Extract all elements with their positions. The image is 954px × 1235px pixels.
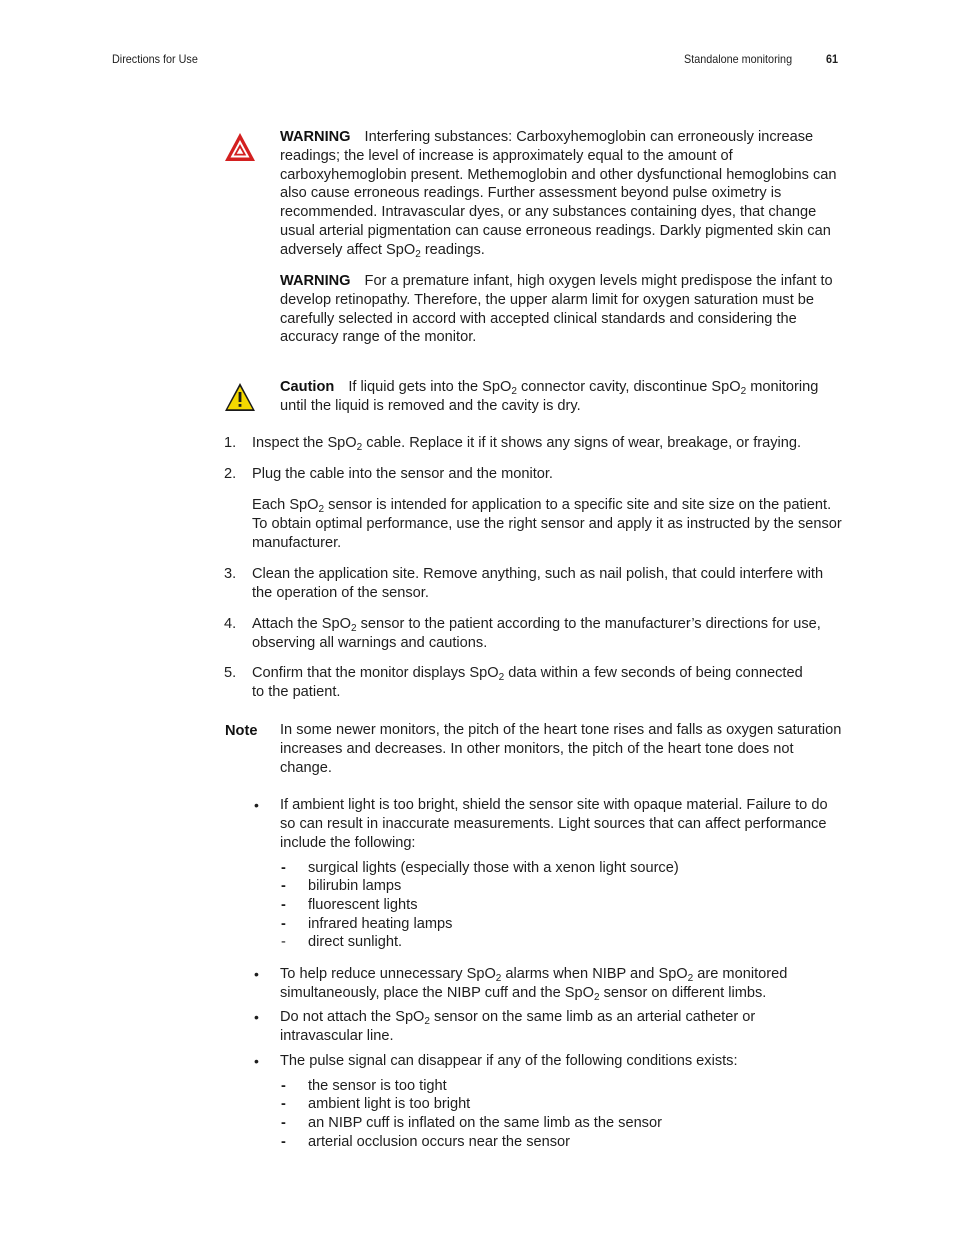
page-number: 61 <box>826 52 839 66</box>
sub-item: ambient light is too bright <box>308 1096 471 1112</box>
step-1-text <box>252 434 842 453</box>
subscript-2: 2 <box>740 386 747 397</box>
step-number: 5. <box>224 665 237 681</box>
bullet-pulse-signal: The pulse signal can disappear if any of the following conditions exists: <box>280 1053 738 1069</box>
warning-text: Interfering substances: Carboxyhemoglobin can erroneously increase readings; the level of increase is approximately equal to the amount of carboxyhemoglobin present. Methemoglobin and other dysfunctional hemoglobins can also cause erroneous readings. Further assessment beyond pulse oximetry is recommended. Intravascular dyes, or any substances containing dyes, that change usual arterial pigmentation can cause erroneous readings. Darkly pigmented skin can adversely affect SpO <box>280 129 837 258</box>
sub-item: direct sunlight. <box>308 934 403 950</box>
step-2-detail <box>252 496 842 552</box>
bullet-text: alarms when NIBP and SpO <box>501 966 688 982</box>
running-header-left: Directions for Use <box>112 52 198 66</box>
step-text-end: data within a few seconds of being connected to the patient. <box>252 665 803 700</box>
subscript-2: 2 <box>511 386 517 397</box>
warning-label: WARNING <box>280 273 351 289</box>
sub-item: infrared heating lamps <box>308 916 453 932</box>
subscript-2: 2 <box>495 973 502 984</box>
subscript-2: 2 <box>498 672 505 683</box>
dash-glyph: - <box>281 934 286 950</box>
bullet-glyph: • <box>254 1053 259 1069</box>
dash-glyph: - <box>281 860 286 876</box>
step-number: 1. <box>224 435 237 451</box>
step-text-end: sensor to the patient according to the manufacturer’s directions for use, observing all warnings and cautions. <box>252 616 821 651</box>
sub-item: an NIBP cuff is inflated on the same limb as the sensor <box>308 1115 662 1131</box>
subscript-2: 2 <box>593 991 600 1003</box>
detail-text-end: sensor is intended for application to a specific site and site size on the patient. To obtain optimal performance, use the right sensor and apply it as instructed by the sensor manufacturer. <box>252 497 842 551</box>
bullet-text: sensor on the same limb as an arterial catheter or intravascular line. <box>280 1009 756 1044</box>
subscript-2: 2 <box>687 973 694 984</box>
step-5-text <box>252 664 812 702</box>
dash-glyph: - <box>281 1115 286 1131</box>
bullet-reduce-alarms <box>280 965 840 1003</box>
bullet-arterial-catheter <box>280 1008 820 1046</box>
warning-block-interfering-substances <box>280 128 840 260</box>
dash-glyph: - <box>281 1078 286 1094</box>
caution-text: If liquid gets into the SpO <box>348 379 512 395</box>
bullet-glyph: • <box>254 966 259 982</box>
bullet-ambient-light: If ambient light is too bright, shield the sensor site with opaque material. Failure to do so can result in inaccurate measurements. Light sources that can affect performance include the following: <box>280 797 828 851</box>
step-4-text <box>252 615 842 653</box>
dash-glyph: - <box>281 897 286 913</box>
step-2-text: Plug the cable into the sensor and the monitor. <box>252 466 553 482</box>
caution-label: Caution <box>280 379 335 395</box>
warning-text: For a premature infant, high oxygen levels might predispose the infant to develop retinopathy. Therefore, the upper alarm limit for oxygen saturation must be carefully selected in accord with accepted clinical standards and considering the accuracy range of the monitor. <box>280 273 833 346</box>
dash-glyph: - <box>281 1134 286 1150</box>
step-text: Confirm that the monitor displays SpO <box>252 665 499 681</box>
warning-text-end: readings. <box>420 241 485 258</box>
caution-text-mid: connector cavity, discontinue SpO <box>516 379 741 395</box>
bullet-text: are monitored simultaneously, place the NIBP cuff and the SpO <box>280 966 788 1001</box>
sub-item: fluorescent lights <box>308 897 418 913</box>
note-text: In some newer monitors, the pitch of the heart tone rises and falls as oxygen saturation increases and decreases. In other monitors, the pitch of the heart tone does not change. <box>280 722 842 776</box>
warning-block-premature-infant <box>280 272 840 347</box>
sub-item: the sensor is too tight <box>308 1078 447 1094</box>
subscript-2: 2 <box>350 623 357 634</box>
note-label: Note <box>225 723 258 739</box>
caution-triangle-yellow-icon <box>223 381 257 413</box>
bullet-text: To help reduce unnecessary SpO <box>280 966 496 982</box>
sub-item: surgical lights (especially those with a xenon light source) <box>308 860 679 876</box>
caution-block-liquid <box>280 378 840 416</box>
dash-glyph: - <box>281 916 286 932</box>
step-3-text: Clean the application site. Remove anything, such as nail polish, that could interfere with the operation of the sensor. <box>252 566 824 601</box>
subscript-2: 2 <box>424 1016 430 1027</box>
subscript-2: 2 <box>318 504 325 515</box>
subscript-2: 2 <box>356 442 363 453</box>
detail-text: Each SpO <box>252 497 319 513</box>
step-number: 4. <box>224 616 237 632</box>
caution-text-end: monitoring until the liquid is removed and the cavity is dry. <box>280 379 819 414</box>
step-number: 2. <box>224 466 237 482</box>
sub-item: arterial occlusion occurs near the sensor <box>308 1134 571 1150</box>
bullet-text: Do not attach the SpO <box>280 1009 425 1025</box>
step-text: Attach the SpO <box>252 616 351 632</box>
running-header-section: Standalone monitoring <box>684 52 793 66</box>
sub-item: bilirubin lamps <box>308 878 402 894</box>
dash-glyph: - <box>281 1096 286 1112</box>
bullet-glyph: • <box>254 1009 259 1025</box>
subscript-2: 2 <box>415 248 421 260</box>
warning-label: WARNING <box>280 129 351 145</box>
warning-triangle-red-icon <box>223 131 257 163</box>
step-text-end: cable. Replace it if it shows any signs of wear, breakage, or fraying. <box>362 435 802 451</box>
bullet-glyph: • <box>254 797 259 813</box>
step-number: 3. <box>224 566 237 582</box>
bullet-text: sensor on different limbs. <box>599 984 767 1001</box>
dash-glyph: - <box>281 878 286 894</box>
step-text: Inspect the SpO <box>252 435 357 451</box>
